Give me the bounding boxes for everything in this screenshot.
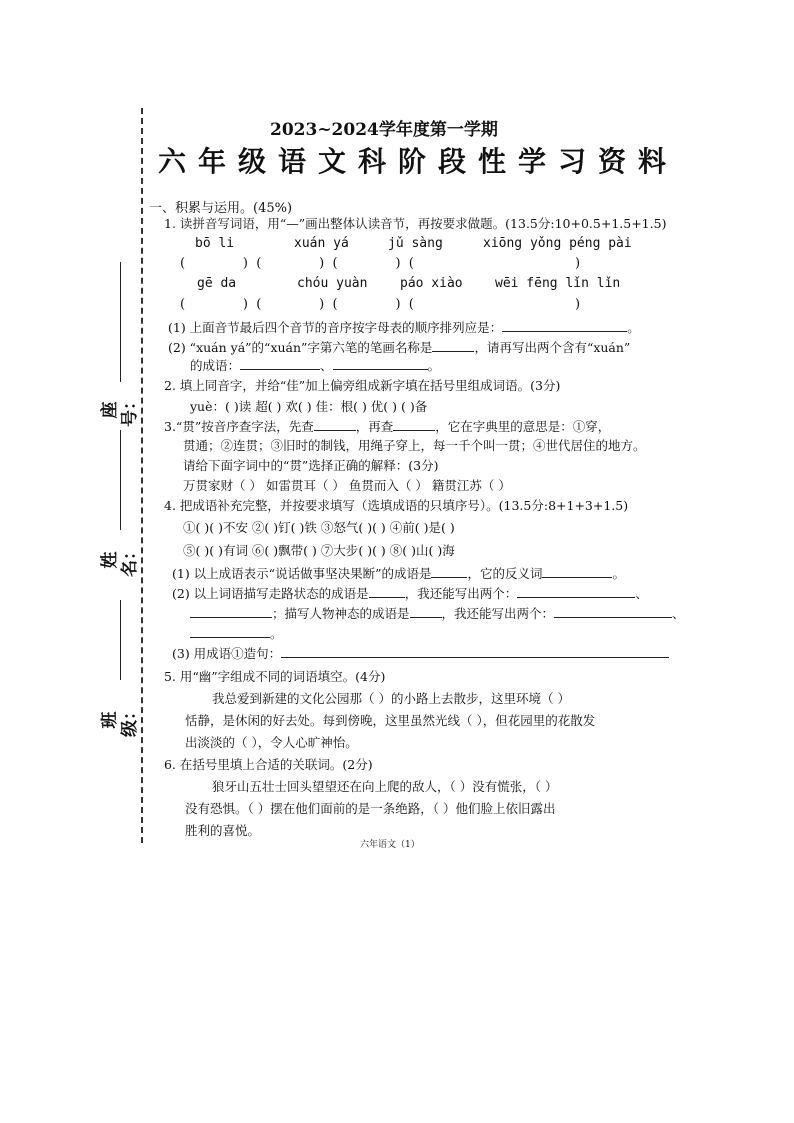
q1-pinyin-2: xuán yá: [294, 236, 349, 251]
q4-sentence-blank[interactable]: [281, 645, 669, 658]
q5-line2[interactable]: 恬静，是休闲的好去处。每到傍晚，这里虽然光线（ ），但花园里的花散发: [185, 713, 596, 728]
q1-sub2: [168, 339, 630, 357]
q3-blank-2[interactable]: [393, 418, 435, 431]
q1-sub2-line2: 的成语： 、 。: [190, 358, 441, 373]
name-label: [100, 540, 140, 580]
q3-blank-1[interactable]: [314, 418, 356, 431]
q4-sub3: [172, 645, 669, 663]
seat-label: [100, 390, 140, 430]
q4-sub1-blank-1[interactable]: [431, 565, 467, 578]
q1-sub1: (1) 上面音节最后四个音节的音序按字母表的顺序排列应是： 。: [168, 320, 640, 335]
q4-sub3-text: (3) 用成语①造句：: [172, 646, 282, 661]
q4-sub2-line2: [190, 605, 685, 623]
q1-pinyin-5: gē da: [197, 276, 237, 291]
q3-stem-a: 3.“贯”按音序查字法，先查: [164, 419, 314, 434]
q1-pinyin-4: xiōng yǒng péng pài: [483, 236, 632, 251]
q4-stem: 4. 把成语补充完整，并按要求填写（选填成语的只填序号）。(13.5分:8+1+3+1.5): [164, 498, 629, 513]
q1-sub1-blank[interactable]: [502, 319, 627, 332]
q4-sub2d: ，我还能写出两个：: [441, 606, 555, 621]
q3-line3: 请给下面字词中的“贯”选择正确的解释：(3分): [183, 458, 439, 473]
class-input-line[interactable]: [120, 600, 121, 680]
q6-line1[interactable]: 狼牙山五壮士回头望望还在向上爬的敌人，（ ）没有慌张，（ ）: [212, 779, 558, 794]
q4-sub1: (1) 以上成语表示“说话做事坚决果断”的成语是 ，它的反义词 。: [172, 566, 625, 581]
q4-sub2a: (2) 以上词语描写走路状态的成语是: [172, 586, 369, 601]
q1-pinyin-6: chóu yuàn: [297, 276, 368, 291]
q1-pinyin-8: wēi fēng lǐn lǐn: [495, 276, 621, 291]
q4-sub2: [172, 585, 648, 603]
semester-heading: 2023~2024学年度第一学期: [270, 120, 498, 140]
q3-row[interactable]: 万贯家财（ ） 如雷贯耳（ ） 鱼贯而入（ ） 籍贯江苏（ ）: [183, 478, 511, 493]
q1-pinyin-7: páo xiào: [400, 276, 463, 291]
q1-idiom-blank-1[interactable]: [240, 357, 320, 370]
q1-sub2a-text: (2) “xuán yá”的“xuán”字第六笔的笔画名称是: [168, 340, 433, 355]
q5-line1[interactable]: 我总爱到新建的文化公园那（ ）的小路上去散步，这里环境（ ）: [212, 691, 570, 706]
q4-row2[interactable]: ⑤( )( )有词 ⑥( )飘带( ) ⑦大步( )( ) ⑧( )山( )海: [183, 543, 455, 558]
name-text: 姓名：: [100, 543, 140, 577]
q4-sub2b: ，我还能写出两个：: [404, 586, 518, 601]
seat-input-line[interactable]: [120, 262, 121, 382]
q3-stem-c: ，它在字典里的意思是：①穿，: [435, 419, 611, 434]
q1-sub2b-text: ，请再写出两个含有“xuán”: [474, 340, 631, 355]
class-label: [100, 700, 140, 740]
q4-sub2-blank-4[interactable]: [410, 605, 442, 618]
q4-sub2-blank-2[interactable]: [517, 585, 635, 598]
q4-sub2c: ；描写人物神态的成语是: [272, 606, 410, 621]
q1-idiom-blank-2[interactable]: [333, 357, 428, 370]
page-title: 六年级语文科阶段性学习资料: [158, 145, 679, 178]
q4-row1[interactable]: ①( )( )不安 ②( )钉( )铁 ③怒气( )( ) ④前( )是( ): [183, 520, 455, 535]
name-input-line[interactable]: [120, 430, 121, 530]
q1-answer-row1[interactable]: ( ) ( ) ( ) ( ): [180, 256, 581, 271]
q4-sub1a: (1) 以上成语表示“说话做事坚决果断”的成语是: [172, 566, 432, 581]
q1-answer-row2[interactable]: ( ) ( ) ( ) ( ): [180, 297, 581, 312]
q5-line3[interactable]: 出淡淡的（ ），令人心旷神怡。: [185, 735, 358, 750]
section-heading: 一、积累与运用。(45%): [149, 201, 293, 216]
q6-line3: 胜利的喜悦。: [185, 823, 261, 838]
q6-line2[interactable]: 没有恐惧。（ ）摆在他们面前的是一条绝路，（ ）他们脸上依旧露出: [185, 801, 556, 816]
q1-sub2c-text: 的成语：: [190, 358, 241, 373]
q3-stem-b: ，再查: [355, 419, 394, 434]
class-text: 班级：: [100, 703, 140, 737]
q4-sep-2: 、: [672, 606, 685, 621]
q1-pinyin-1: bō li: [195, 236, 235, 251]
q1-sub1-text: (1) 上面音节最后四个音节的音序按字母表的顺序排列应是：: [168, 320, 503, 335]
q4-sub1-blank-2[interactable]: [542, 565, 612, 578]
q4-sub2-blank-3[interactable]: [190, 605, 272, 618]
q4-sub2-blank-5[interactable]: [554, 605, 672, 618]
q4-sub2-blank-1[interactable]: [369, 585, 405, 598]
q1-stem: 1. 读拼音写词语，用“—”画出整体认读音节，再按要求做题。(13.5分:10+0.5+1.5+1.5): [164, 216, 667, 231]
q4-sep-1: 、: [635, 586, 648, 601]
q3-line2: 贯通；②连贯；③旧时的制钱，用绳子穿上，每一千个叫一贯；④世代居住的地方。: [183, 438, 646, 453]
q2-stem: 2. 填上同音字，并给“佳”加上偏旁组成新字填在括号里组成词语。(3分): [164, 378, 561, 393]
page-footer: 六年语文（1）: [360, 840, 420, 850]
q1-pinyin-3: jǔ sàng: [388, 236, 443, 251]
seat-text: 座号：: [100, 393, 140, 427]
q1-sub2-stroke-blank[interactable]: [432, 339, 474, 352]
q2-row[interactable]: yuè：( )读 超( ) 欢( ) 佳：根( ) 优( ) ( )备: [190, 399, 428, 414]
q5-stem: 5. 用“幽”字组成不同的词语填空。(4分): [164, 669, 386, 684]
q6-stem: 6. 在括号里填上合适的关联词。(2分): [164, 757, 373, 772]
fold-line: [141, 108, 143, 843]
q1-sep: 、: [320, 358, 333, 373]
q4-sub1b: ，它的反义词: [467, 566, 543, 581]
q4-sub2-line3: 。: [190, 625, 283, 643]
q3-stem: [164, 418, 610, 436]
q4-sub2-blank-6[interactable]: [190, 625, 270, 638]
